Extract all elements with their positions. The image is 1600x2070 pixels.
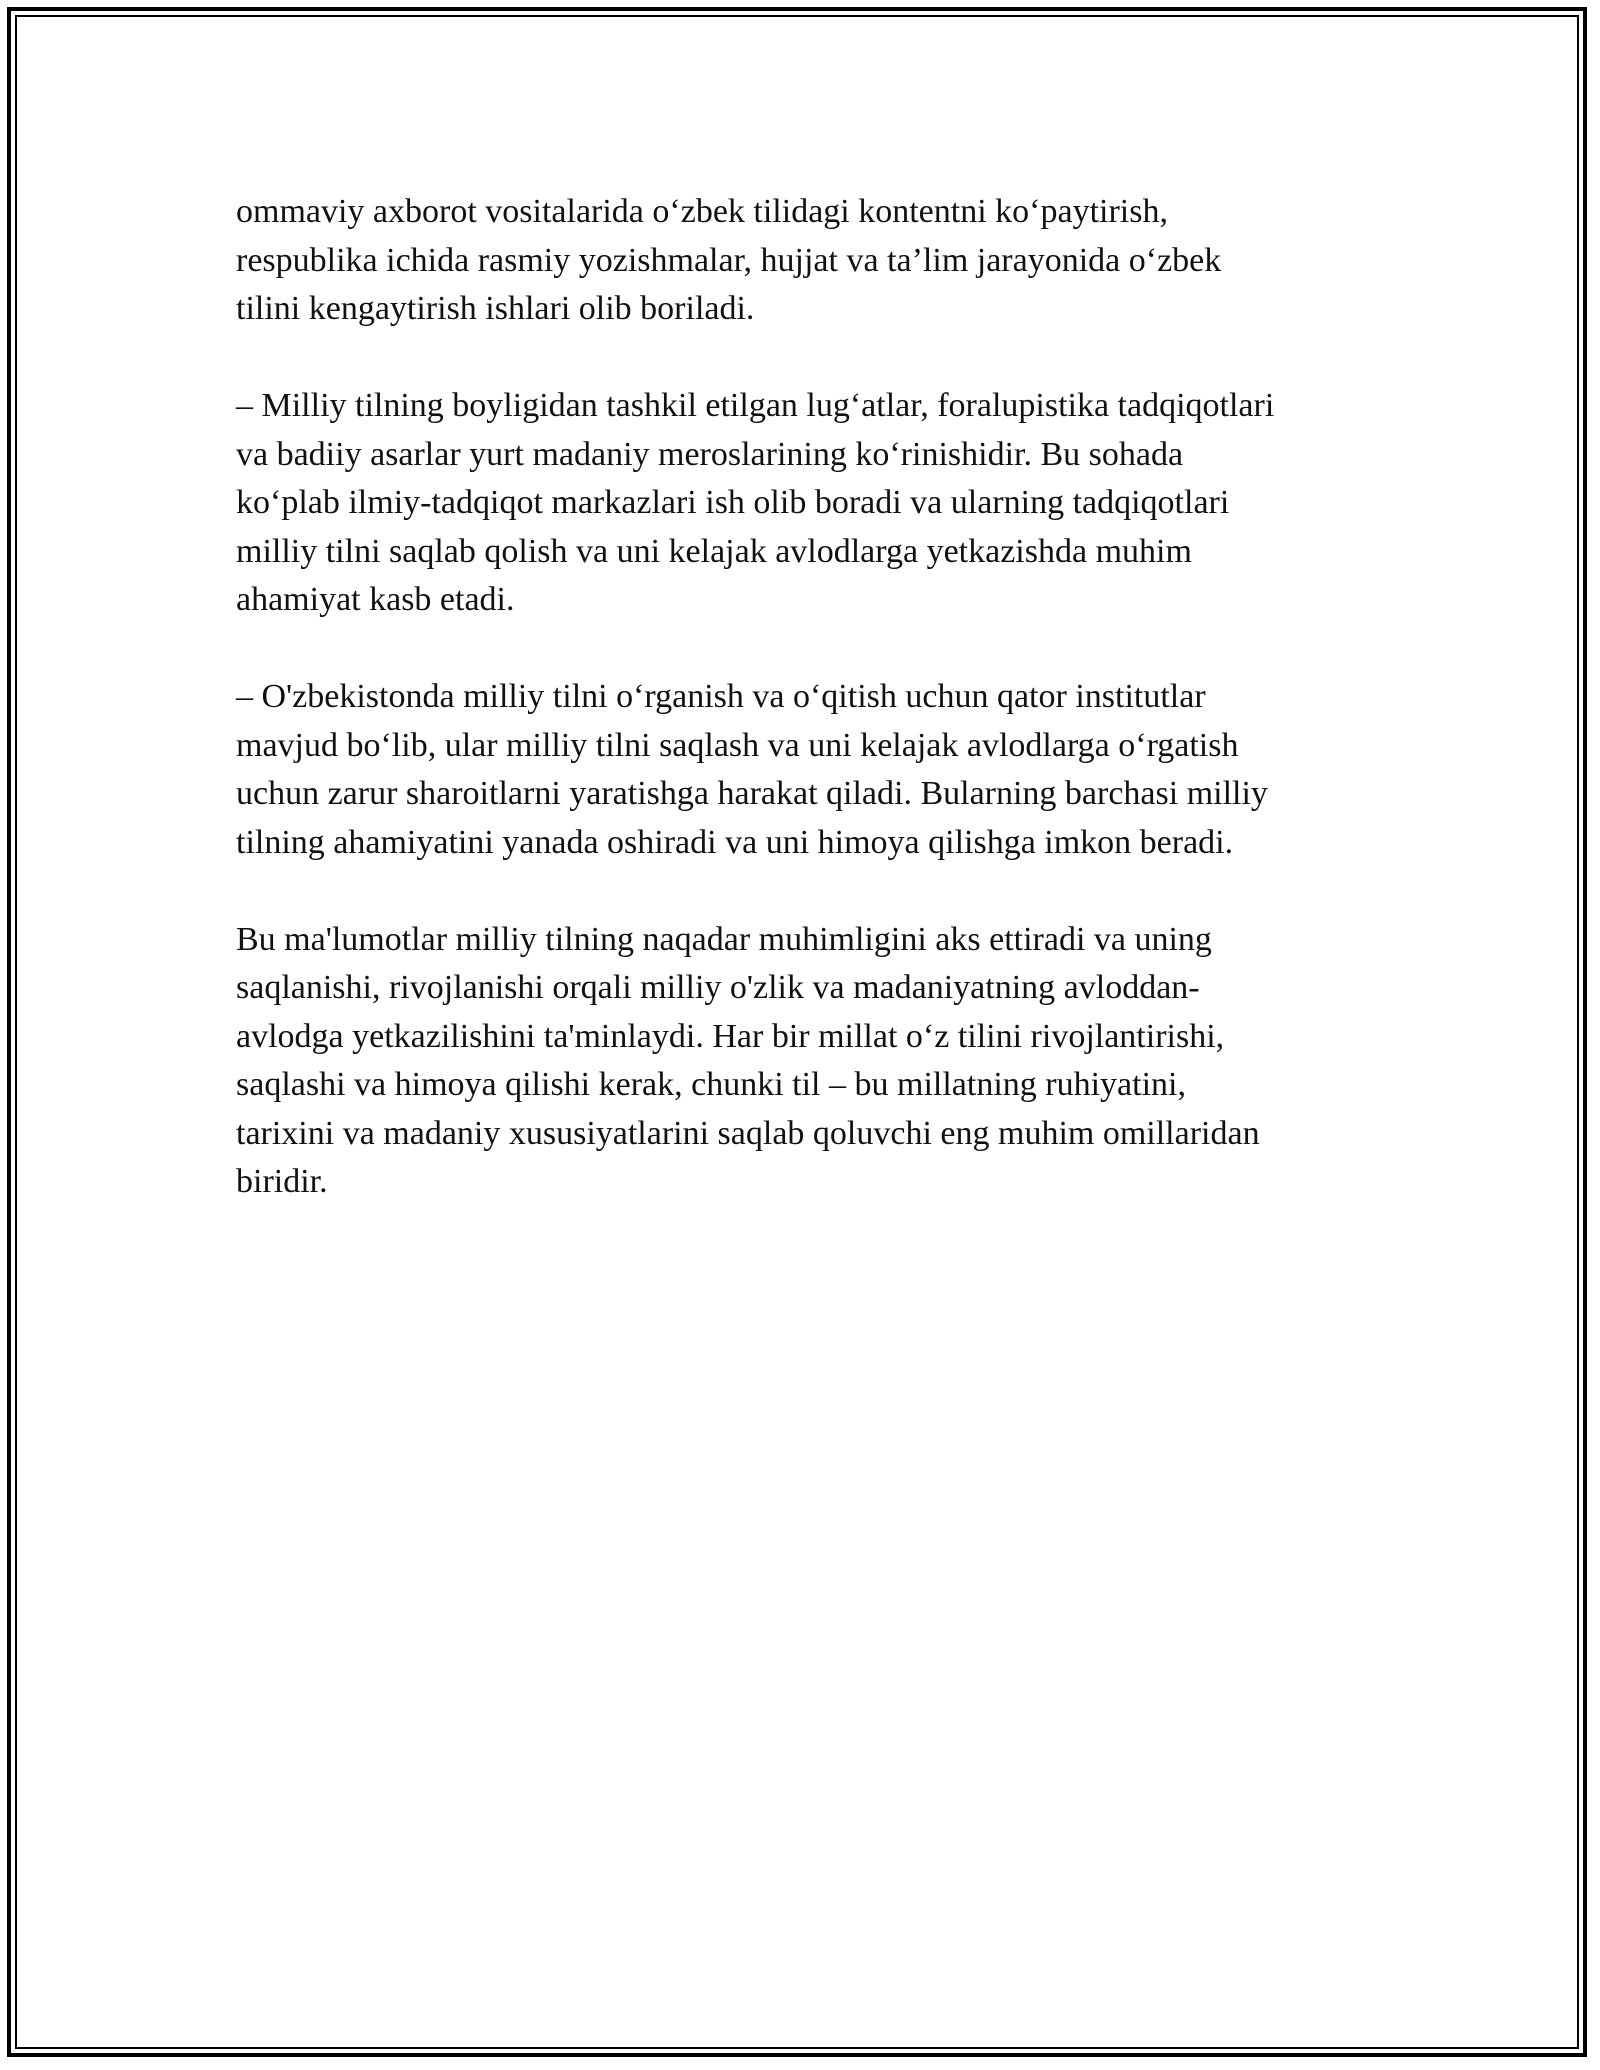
paragraph-2: – Milliy tilning boyligidan tashkil etilgan lug‘atlar, foralupistika tadqiqotlari va badiiy asarlar yurt madaniy meroslarining ko‘rinishidir. Bu sohada ko‘plab ilmiy-tadqiqot markazlari ish olib boradi va ularning tadqiqotlari milliy tilni saqlab qolish va uni kelajak avlodlarga yetkazishda muhim ahamiyat kasb etadi. [236, 387, 1275, 618]
paragraph-1: ommaviy axborot vositalarida o‘zbek tilidagi kontentni ko‘paytirish, respublika ichida rasmiy yozishmalar, hujjat va ta’lim jarayonida o‘zbek tilini kengaytirish ishlari olib boriladi. [236, 193, 1222, 327]
paragraph-3: – O'zbekistonda milliy tilni o‘rganish va o‘qitish uchun qator institutlar mavjud bo‘lib, ular milliy tilni saqlash va uni kelajak avlodlarga o‘rgatish uchun zarur sharoitlarni yaratishga harakat qiladi. Bularning barchasi milliy tilning ahamiyatini yanada oshiradi va uni himoya qilishga imkon beradi. [236, 678, 1268, 861]
document-body [236, 188, 1366, 1255]
paragraph-4: Bu ma'lumotlar milliy tilning naqadar muhimligini aks ettiradi va uning saqlanishi, rivojlanishi orqali milliy o'zlik va madaniyatning avloddan- avlodga yetkazilishini ta'minlaydi. Har bir millat o‘z tilini rivojlantirishi, saqlashi va himoya qilishi kerak, chunki til – bu millatning ruhiyatini, tarixini va madaniy xususiyatlarini saqlab qoluvchi eng muhim omillaridan biridir. [236, 920, 1260, 1200]
